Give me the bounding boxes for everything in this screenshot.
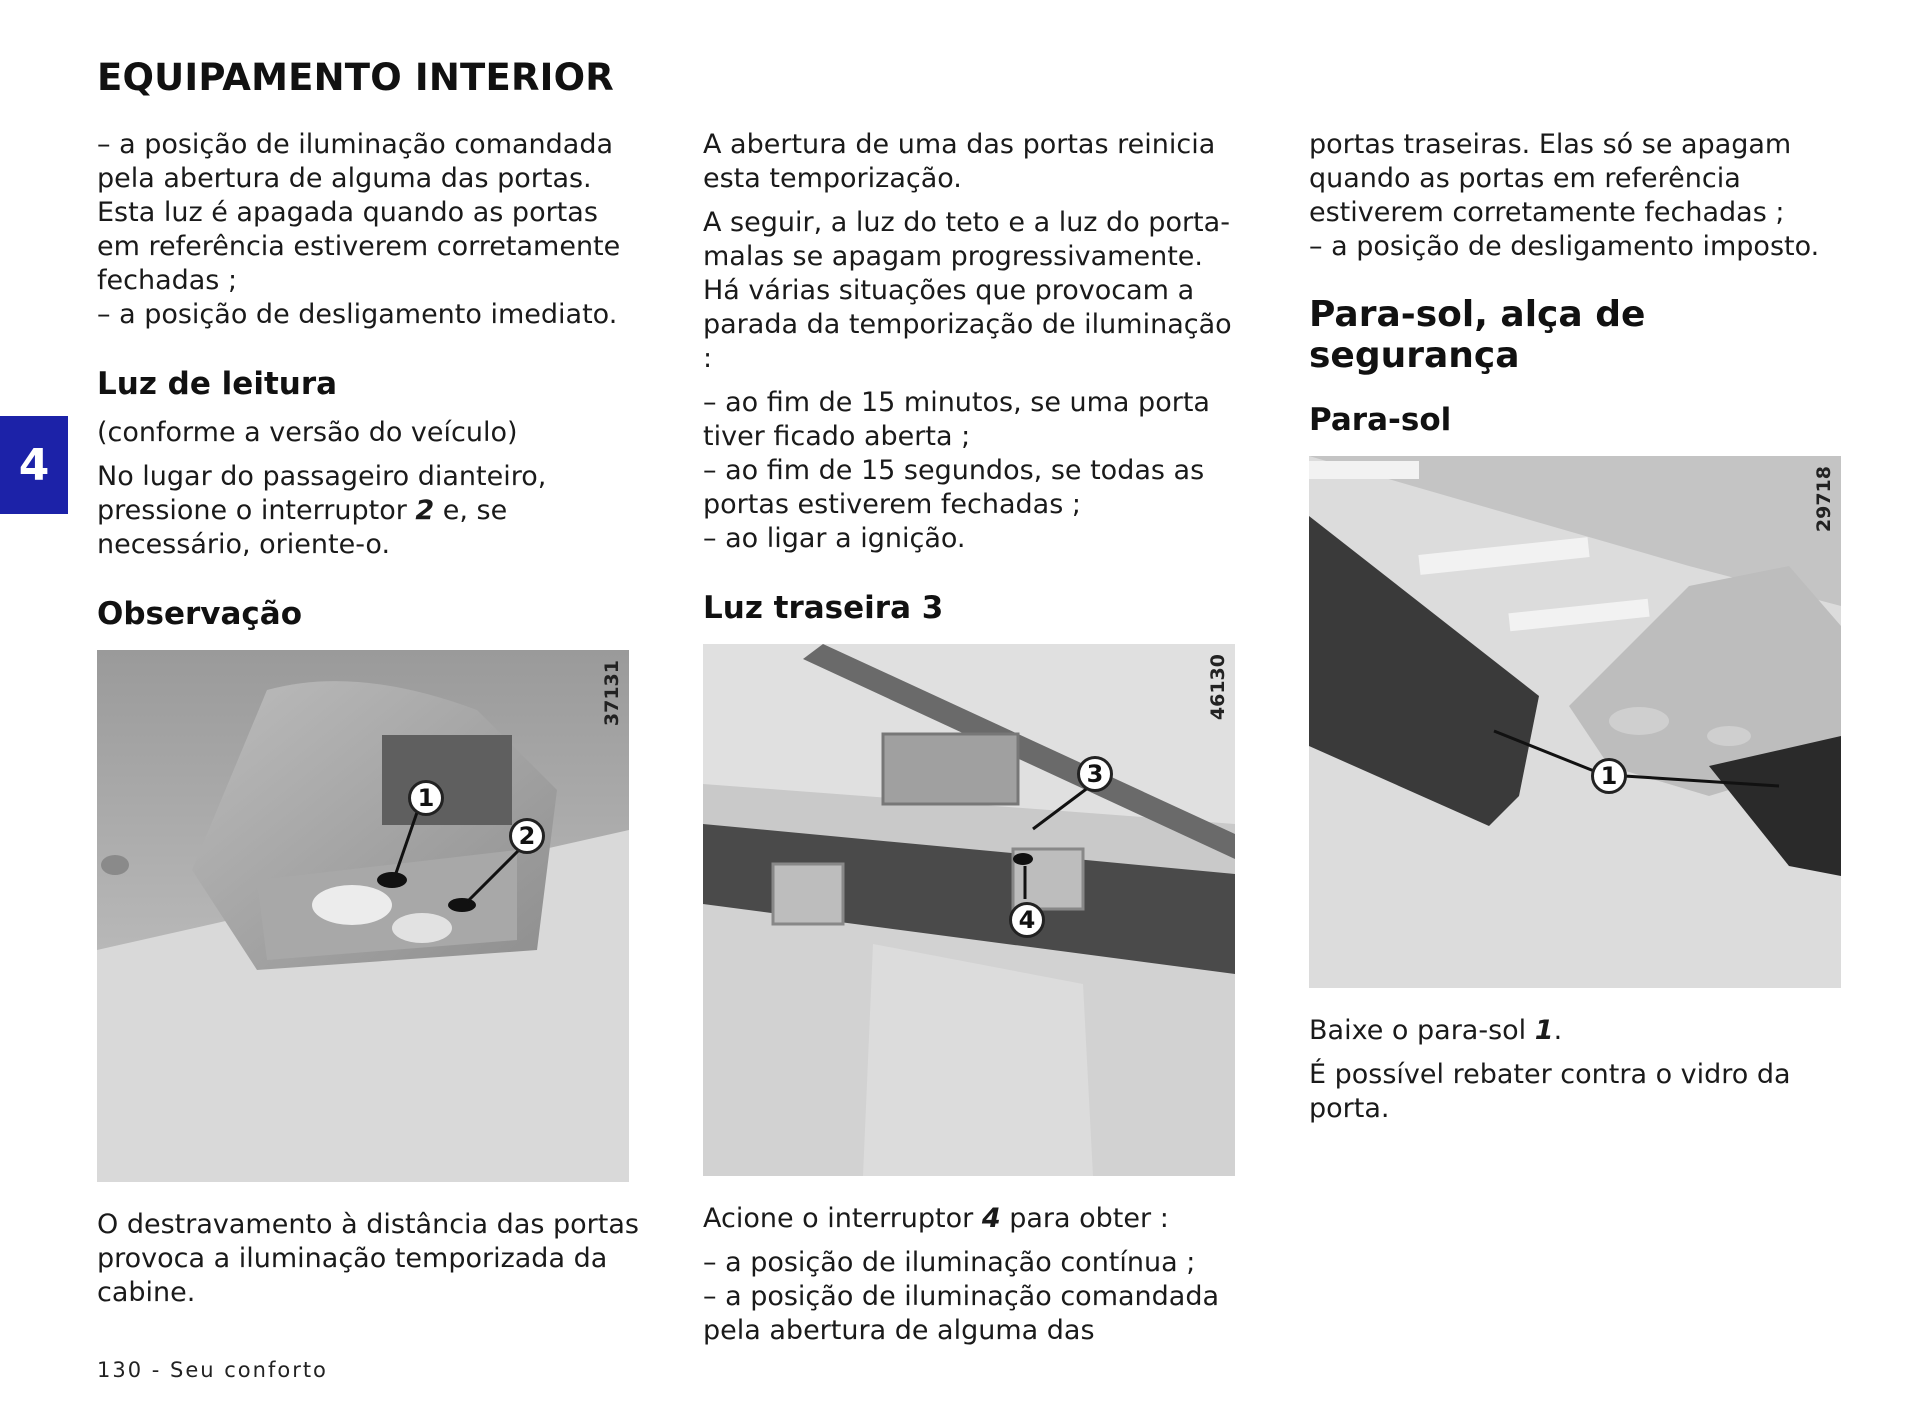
- sun-visor-illustration: [1309, 456, 1841, 988]
- column-3: [1309, 128, 1854, 1136]
- lower-visor-text-end: .: [1553, 1015, 1563, 1046]
- figure-sun-visor: [1309, 456, 1841, 988]
- reading-light-text: [97, 460, 642, 562]
- reading-light-text-end: e, se necessário, oriente-o.: [97, 495, 508, 560]
- lower-visor-text: [1309, 1014, 1854, 1048]
- callout-1: 1: [1591, 758, 1627, 794]
- callout-2: 2: [509, 818, 545, 854]
- figure-number: 37131: [601, 660, 623, 727]
- figure-number: 46130: [1207, 654, 1229, 721]
- callout-1: 1: [408, 780, 444, 816]
- lower-visor-text-start: Baixe o para-sol: [1309, 1015, 1535, 1046]
- section-heading-reading-light: Luz de leitura: [97, 366, 338, 402]
- version-note: (conforme a versão do veículo): [97, 417, 518, 448]
- figure-reading-light: [97, 650, 629, 1182]
- column-1: [97, 128, 642, 1320]
- figure-rear-light: [703, 644, 1235, 1176]
- action-text: [703, 1202, 1248, 1236]
- reading-light-text-start: No lugar do passageiro dianteiro, pressione o interruptor: [97, 461, 547, 526]
- switch-reference: 2: [415, 495, 435, 526]
- paragraph: A abertura de uma das portas reinicia esta temporização.: [703, 129, 1216, 194]
- action-text-start: Acione o interruptor: [703, 1203, 982, 1234]
- bullet-item: – ao ligar a ignição.: [703, 523, 966, 554]
- bullet-item: portas traseiras. Elas só se apagam quando as portas em referência estiverem corretamente fechadas ;: [1309, 129, 1792, 228]
- section-heading-sun-visor: Para-sol: [1309, 402, 1452, 438]
- section-heading-sun-visor-handle: Para-sol, alça de segurança: [1309, 294, 1646, 376]
- bullet-item: – ao fim de 15 minutos, se uma porta tiver ficado aberta ;: [703, 387, 1210, 452]
- figure-number: 29718: [1813, 466, 1835, 533]
- column-2: [703, 128, 1248, 1358]
- bullet-item: – ao fim de 15 segundos, se todas as portas estiverem fechadas ;: [703, 455, 1205, 520]
- callout-4: 4: [1009, 902, 1045, 938]
- rear-light-illustration: [703, 644, 1235, 1176]
- switch-reference: 4: [981, 1203, 1001, 1234]
- section-heading-observation: Observação: [97, 596, 303, 632]
- action-text-end: para obter :: [1000, 1203, 1169, 1234]
- section-heading-rear-light: Luz traseira 3: [703, 590, 944, 626]
- page-title: EQUIPAMENTO INTERIOR: [97, 56, 614, 99]
- paragraph: A seguir, a luz do teto e a luz do porta-malas se apagam progressivamente. Há várias situações que provocam a parada da temporização de iluminação :: [703, 207, 1232, 374]
- bullet-item: – a posição de desligamento imposto.: [1309, 231, 1820, 262]
- page-footer: 130 - Seu conforto: [97, 1358, 328, 1382]
- reading-light-illustration: [97, 650, 629, 1182]
- bullet-item: – a posição de iluminação comandada pela abertura de alguma das portas. Esta luz é apagada quando as portas em referência estiverem corretamente fechadas ;: [97, 129, 621, 296]
- bullet-item: – a posição de iluminação contínua ;: [703, 1247, 1196, 1278]
- bullet-item: – a posição de iluminação comandada pela abertura de alguma das: [703, 1281, 1220, 1346]
- observation-text: O destravamento à distância das portas provoca a iluminação temporizada da cabine.: [97, 1209, 639, 1308]
- chapter-tab[interactable]: 4: [0, 416, 68, 514]
- visor-reference: 1: [1534, 1015, 1554, 1046]
- callout-3: 3: [1077, 756, 1113, 792]
- fold-text: É possível rebater contra o vidro da porta.: [1309, 1059, 1791, 1124]
- bullet-item: – a posição de desligamento imediato.: [97, 299, 618, 330]
